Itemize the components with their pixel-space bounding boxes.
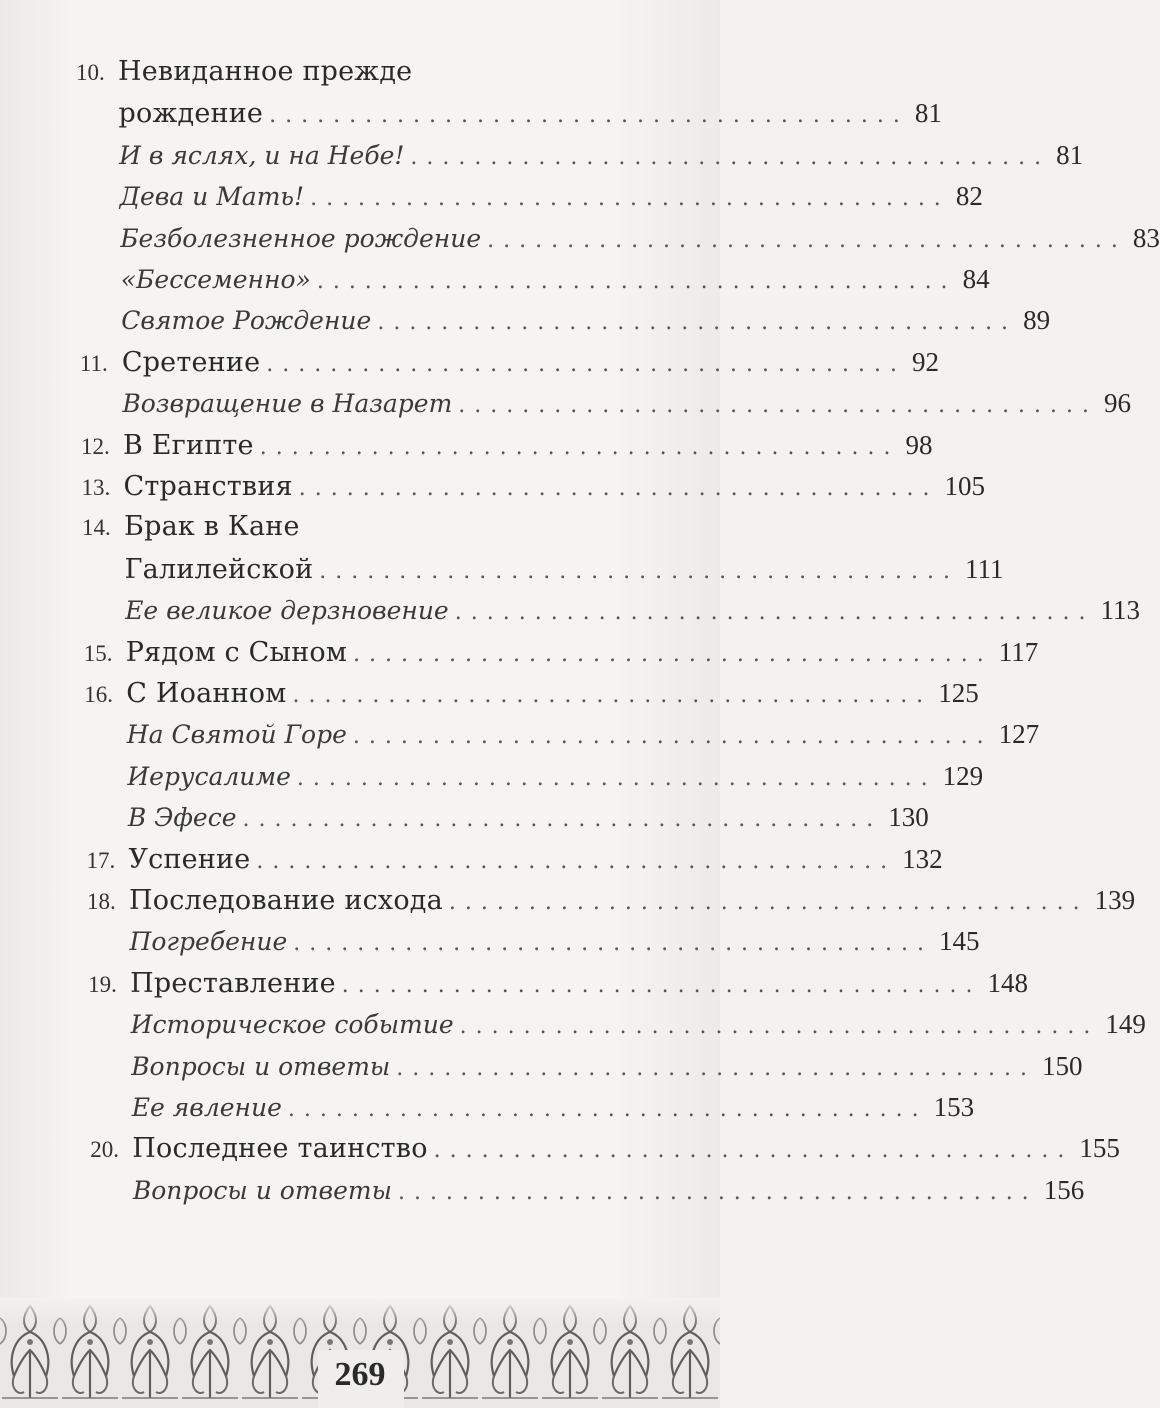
toc-entry (130, 1004, 1146, 1044)
chapter-number: 13. (81, 475, 111, 500)
section-title: Иерусалиме (127, 761, 291, 791)
page-ref: 81 (914, 98, 942, 129)
leader-dots: ........................................ (454, 600, 1095, 626)
page-ref: 125 (938, 678, 979, 708)
page-ref: 148 (987, 967, 1028, 998)
toc-entry (124, 549, 1004, 589)
leader-dots: ........................................ (266, 351, 906, 377)
toc-entry (120, 218, 1160, 258)
page-ref: 81 (1056, 139, 1084, 170)
leader-dots: ........................................ (396, 1055, 1037, 1081)
leader-dots: ........................................ (298, 476, 939, 501)
chapter-number: 12. (80, 433, 110, 459)
chapter-title: Брак в Кане (124, 511, 300, 543)
chapter-title: Невиданное прежде (118, 56, 413, 87)
section-title: Вопросы и ответы (131, 1051, 391, 1081)
chapter-title: Сретение (121, 346, 261, 378)
page-ref: 84 (962, 264, 990, 294)
leader-dots: ........................................ (410, 144, 1051, 170)
leader-dots: ........................................ (397, 1179, 1038, 1205)
leader-dots: ........................................ (296, 765, 937, 791)
toc-entry (127, 756, 984, 796)
page-number: 269 (334, 1356, 386, 1393)
toc-entry (76, 52, 624, 92)
toc-entry (120, 259, 990, 299)
toc-entry (82, 507, 627, 547)
toc-entry (131, 1046, 1083, 1086)
section-title: «Бессеменно» (120, 265, 311, 294)
page-ref: 83 (1132, 222, 1160, 253)
page-ref: 139 (1094, 885, 1136, 915)
section-title: В Эфесе (127, 803, 237, 833)
leader-dots: ........................................ (352, 724, 993, 750)
page-ref: 92 (911, 346, 939, 377)
chapter-title: Галилейской (124, 553, 314, 585)
leader-dots: ........................................ (448, 890, 1089, 915)
leader-dots: ........................................ (259, 434, 900, 460)
toc-entry (122, 383, 1132, 423)
page-ref: 82 (955, 181, 983, 212)
page-ref: 89 (1023, 305, 1051, 336)
page-ref: 155 (1079, 1133, 1120, 1164)
page-ref: 96 (1104, 388, 1132, 419)
leader-dots: ........................................ (377, 310, 1018, 336)
leader-dots: ........................................ (316, 269, 957, 294)
toc-entry (83, 632, 1039, 672)
toc-entry (84, 673, 979, 713)
leader-dots: ........................................ (459, 1014, 1100, 1040)
page-ref: 113 (1100, 595, 1140, 626)
toc-entry (86, 839, 943, 879)
toc-entry (125, 590, 1140, 630)
toc-entry (132, 1170, 1085, 1210)
chapter-number: 16. (84, 682, 113, 707)
toc-entry (81, 466, 985, 506)
toc-entry (126, 714, 1040, 754)
toc-entry (118, 93, 942, 133)
leader-dots: ........................................ (433, 1138, 1074, 1164)
section-title: Безболезненное рождение (120, 223, 482, 253)
section-title: Ее великое дерзновение (125, 596, 449, 626)
leader-dots: ........................................ (292, 683, 933, 708)
section-title: Святое Рождение (121, 306, 372, 336)
page-ref: 150 (1042, 1050, 1083, 1081)
chapter-number: 19. (88, 971, 117, 997)
toc-entry (119, 135, 1084, 175)
toc-entry (79, 342, 939, 382)
chapter-number: 11. (79, 350, 108, 376)
toc-entry (131, 1087, 975, 1127)
leader-dots: ........................................ (458, 393, 1099, 419)
leader-dots: ........................................ (353, 641, 993, 667)
toc-entry (119, 176, 983, 216)
page-ref: 105 (944, 471, 985, 501)
chapter-title: Преставление (130, 967, 336, 999)
toc-entry (88, 963, 1028, 1003)
chapter-title: Успение (128, 843, 251, 875)
chapter-number: 20. (90, 1137, 120, 1163)
leader-dots: ........................................ (287, 1097, 928, 1122)
page-ref: 145 (938, 926, 980, 957)
section-title: Погребение (129, 927, 288, 957)
chapter-number: 14. (82, 515, 111, 541)
page-ref: 132 (902, 843, 943, 874)
section-title: На Святой Горе (126, 720, 347, 750)
chapter-title: Последнее таинство (132, 1133, 428, 1165)
chapter-number: 10. (76, 60, 105, 85)
section-title: И в яслях, и на Небе! (119, 140, 405, 170)
section-title: Дева и Мать! (119, 182, 305, 212)
toc-entry (87, 880, 1136, 920)
leader-dots: ........................................ (319, 558, 960, 584)
leader-dots: ........................................ (242, 807, 883, 833)
leader-dots: ........................................ (293, 931, 933, 957)
chapter-number: 15. (83, 640, 113, 666)
chapter-title: В Египте (122, 429, 254, 461)
chapter-title: рождение (118, 98, 264, 130)
page-ref: 98 (905, 429, 933, 460)
chapter-title: С Иоанном (126, 678, 287, 709)
leader-dots: ........................................ (341, 972, 982, 998)
page-ref: 156 (1043, 1174, 1085, 1205)
section-title: Возвращение в Назарет (122, 389, 453, 419)
toc-entry (121, 300, 1051, 340)
page-ref: 130 (888, 802, 929, 833)
chapter-title: Странствия (123, 471, 293, 502)
page-ref: 149 (1105, 1009, 1146, 1040)
toc-entry (127, 797, 929, 837)
section-title: Ее явление (131, 1093, 282, 1122)
leader-dots: ........................................ (269, 103, 909, 129)
page-ref: 129 (942, 760, 984, 791)
leader-dots: ........................................ (487, 227, 1127, 253)
page-ref: 111 (965, 553, 1004, 584)
page-ref: 117 (998, 636, 1039, 667)
leader-dots: ........................................ (256, 848, 897, 874)
chapter-title: Последование исхода (129, 885, 443, 916)
chapter-number: 17. (86, 847, 116, 873)
page-ref: 127 (998, 719, 1040, 750)
leader-dots: ........................................ (310, 186, 950, 212)
page-ref: 153 (933, 1092, 975, 1122)
toc-entry (90, 1128, 1120, 1168)
toc-entry (129, 921, 980, 961)
section-title: Вопросы и ответы (132, 1175, 392, 1205)
chapter-title: Рядом с Сыном (125, 636, 348, 668)
chapter-number: 18. (87, 889, 116, 914)
section-title: Историческое событие (130, 1010, 454, 1040)
toc-entry (80, 425, 933, 465)
